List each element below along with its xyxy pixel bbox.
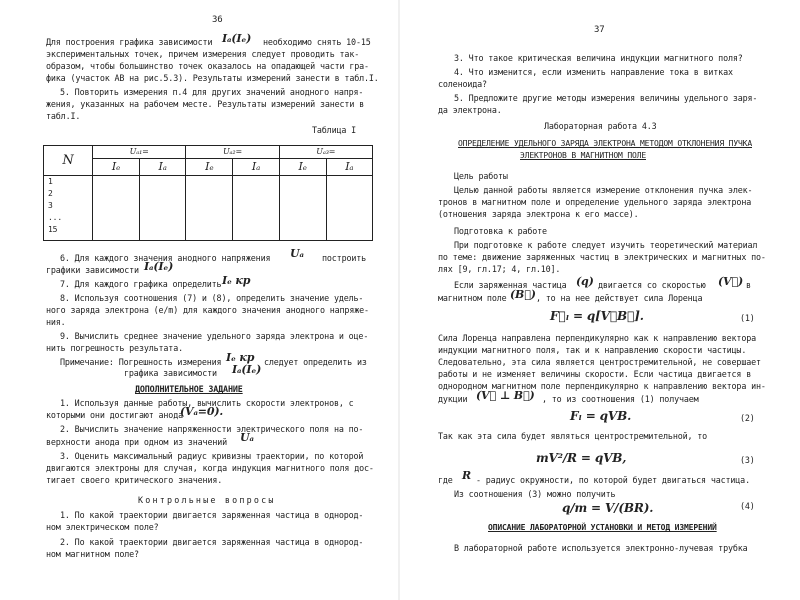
text-line: 4. Что изменится, если изменить направление тока в витках: [454, 67, 733, 77]
text-line: экспериментальных точек, причем измерения следует проводить так-: [46, 49, 360, 59]
text-line: Целью данной работы является измерение отклонения пучка элек-: [454, 185, 753, 195]
text-line: Из соотношения (3) можно получить: [454, 489, 616, 499]
table-subheader: Iₐ: [233, 159, 279, 176]
table-cell: [186, 176, 233, 241]
table-subheader: Iₑ: [186, 159, 233, 176]
text-line: построить: [322, 253, 367, 263]
lab-title: Лабораторная работа 4.3: [544, 121, 657, 131]
text-line: 6. Для каждого значения анодного напряжения: [60, 253, 271, 263]
equation-1: F⃗ₗ = q[V⃗B⃗].: [550, 309, 644, 323]
handwritten-formula: Iₐ(Iₑ): [144, 260, 174, 273]
handwritten-symbol: R: [462, 469, 471, 482]
table-group-header: Uₐ₁=: [93, 146, 186, 159]
text-line: Если заряженная частица: [454, 280, 567, 290]
text-line: Для построения графика зависимости: [46, 37, 213, 47]
text-line: жения, указанных на рабочем месте. Результаты измерений занести в: [46, 99, 364, 109]
text-line: следует определить из: [264, 357, 367, 367]
text-line: фика (участок АВ на рис.5.3). Результаты измерений занести в табл.I.: [46, 73, 379, 83]
text-line: 9. Вычислить среднее значение удельного заряда электрона и оце-: [60, 331, 369, 341]
handwritten-symbol: Iₑ кр: [222, 274, 251, 287]
text-line: графика зависимости: [124, 368, 217, 378]
text-line: нить погрешность результата.: [46, 343, 183, 353]
table-cell: [279, 176, 326, 241]
table-cell: [93, 176, 140, 241]
text-line: При подготовке к работе следует изучить теоретический материал: [454, 240, 758, 250]
results-table: [43, 145, 373, 241]
left-page-number: 36: [212, 15, 223, 25]
text-line: образом, чтобы большинство точек оказалось на опадающей части гра-: [46, 61, 369, 71]
text-line: Так как эта сила будет являться центростремительной, то: [438, 431, 708, 441]
text-line: в: [746, 280, 751, 290]
row-number: 15: [48, 225, 58, 235]
text-line: индукции магнитного поля, так и к направлению скорости частицы.: [438, 345, 747, 355]
text-line: 5. Повторить измерения п.4 для других значений анодного напря-: [60, 87, 364, 97]
text-line: необходимо снять 10-15: [263, 37, 371, 47]
table-group-header: Uₐ₂=: [186, 146, 279, 159]
text-line: тигает своего критического значения.: [46, 475, 223, 485]
handwritten-formula: Iₐ(Iₑ): [222, 32, 252, 45]
row-number: 2: [48, 189, 53, 199]
table-subheader: Iₐ: [326, 159, 372, 176]
table-subheader: Iₑ: [279, 159, 326, 176]
equation-number: (2): [740, 413, 755, 423]
handwritten-formula: (Vₐ=0).: [180, 405, 224, 418]
text-line: 7. Для каждого графика определить: [60, 279, 222, 289]
handwritten-symbol: (V⃗): [718, 275, 744, 288]
row-number: 3: [48, 201, 53, 211]
handwritten-formula: (V⃗ ⊥ B⃗): [476, 389, 535, 402]
text-line: двигается со скоростью: [598, 280, 706, 290]
handwritten-symbol: (q): [576, 275, 594, 288]
section-title-prep: Подготовка к работе: [454, 226, 547, 236]
text-line: лях [9, гл.17; 4, гл.10].: [438, 264, 561, 274]
text-line: работы и не изменяет величины скорости. Если частица двигается в: [438, 369, 752, 379]
section-title-aim: Цель работы: [454, 171, 508, 181]
table-cell: [233, 176, 279, 241]
text-line: двигаются электроны для случая, когда индукция магнитного поля дос-: [46, 463, 374, 473]
text-line: ния.: [46, 317, 66, 327]
lab-subtitle: ЭЛЕКТРОНОВ В МАГНИТНОМ ПОЛЕ: [520, 151, 646, 160]
text-line: тронов в магнитном поле и определение удельного заряда электрона: [438, 197, 752, 207]
row-number: 1: [48, 177, 53, 187]
text-line: 2. Вычислить значение напряженности электрического поля на по-: [60, 424, 364, 434]
handwritten-formula: Iₐ(Iₑ): [232, 363, 262, 376]
table-title: Таблица I: [312, 125, 357, 135]
text-line: ном электрическом поле?: [46, 522, 159, 532]
text-line: однородном магнитном поле перпендикулярно к направлению вектора ин-: [438, 381, 766, 391]
table-n-header: N: [44, 146, 93, 176]
text-line: табл.I.: [46, 111, 81, 121]
text-line: Следовательно, эта сила является центростремительной, не совершает: [438, 357, 761, 367]
equation-number: (4): [740, 501, 755, 511]
text-line: дукции: [438, 394, 468, 404]
table-cell: [139, 176, 185, 241]
table-subheader: Iₐ: [139, 159, 185, 176]
text-line: по теме: движение заряженных частиц в электрических и магнитных по-: [438, 252, 766, 262]
text-line: 5. Предложите другие методы измерения величины удельного заря-: [454, 93, 758, 103]
text-line: верхности анода при одном из значений: [46, 437, 228, 447]
equation-number: (3): [740, 455, 755, 465]
text-line: Сила Лоренца направлена перпендикулярно как к направлению вектора: [438, 333, 756, 343]
text-line: которыми они достигают анода: [46, 410, 183, 420]
text-line: 2. По какой траектории двигается заряженная частица в однород-: [60, 537, 364, 547]
equation-3: mV²/R = qVB,: [536, 451, 627, 465]
text-line: магнитном поле: [438, 293, 507, 303]
handwritten-symbol: Iₑ кр: [226, 351, 255, 364]
text-line: соленоида?: [438, 79, 487, 89]
text-line: - радиус окружности, по которой будет двигаться частица.: [476, 475, 750, 485]
text-line: 3. Оценить максимальный радиус кривизны траектории, по которой: [60, 451, 364, 461]
table-cell: [326, 176, 372, 241]
text-line: Примечание: Погрешность измерения: [60, 357, 222, 367]
table-subheader: Iₑ: [93, 159, 140, 176]
handwritten-symbol: Uₐ: [240, 431, 254, 444]
lab-subtitle: ОПРЕДЕЛЕНИЕ УДЕЛЬНОГО ЗАРЯДА ЭЛЕКТРОНА МЕТОДОМ ОТКЛОНЕНИЯ ПУЧКА: [458, 139, 752, 148]
equation-4: q/m = V/(BR).: [562, 501, 654, 515]
text-line: 8. Используя соотношения (7) и (8), определить значение удель-: [60, 293, 364, 303]
equation-number: (1): [740, 313, 755, 323]
table-row-numbers: [44, 176, 93, 241]
text-line: , то из соотношения (1) получаем: [542, 394, 699, 404]
text-line: 3. Что такое критическая величина индукции магнитного поля?: [454, 53, 743, 63]
right-page: [400, 0, 800, 600]
text-line: ного заряда электрона (e/m) для каждого значения анодного напряже-: [46, 305, 369, 315]
right-page-number: 37: [594, 25, 605, 35]
section-title-additional: ДОПОЛНИТЕЛЬНОЕ ЗАДАНИЕ: [135, 384, 243, 394]
section-title-setup: ОПИСАНИЕ ЛАБОРАТОРНОЙ УСТАНОВКИ И МЕТОД ИЗМЕРЕНИЙ: [488, 523, 717, 532]
text-line: (отношения заряда электрона к его массе).: [438, 209, 639, 219]
section-title-control: Контрольные вопросы: [138, 495, 276, 505]
equation-2: Fₗ = qVB.: [570, 409, 632, 423]
row-number: ...: [48, 213, 62, 223]
text-line: 1. Используя данные работы, вычислить скорости электронов, с: [60, 398, 354, 408]
text-line: ном магнитном поле?: [46, 549, 139, 559]
text-line: да электрона.: [438, 105, 502, 115]
text-line: где: [438, 475, 453, 485]
text-line: графики зависимости: [46, 265, 139, 275]
handwritten-symbol: Uₐ: [290, 247, 304, 260]
handwritten-symbol: (B⃗): [510, 288, 536, 301]
text-line: 1. По какой траектории двигается заряженная частица в однород-: [60, 510, 364, 520]
table-group-header: Uₐ₃=: [279, 146, 372, 159]
text-line: В лабораторной работе используется электронно-лучевая трубка: [454, 543, 748, 553]
text-line: , то на нее действует сила Лоренца: [536, 293, 703, 303]
